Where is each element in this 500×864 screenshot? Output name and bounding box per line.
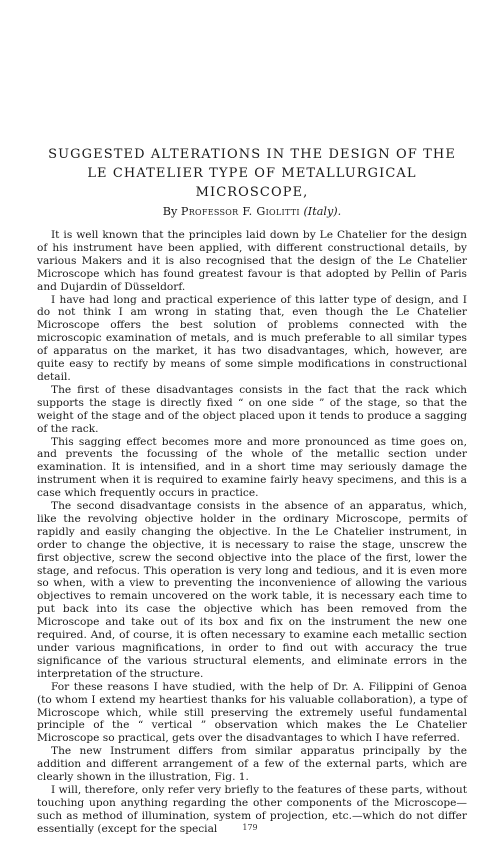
article-body <box>37 229 467 836</box>
title-line-1: SUGGESTED ALTERATIONS IN THE DESIGN OF THE <box>48 147 456 162</box>
article <box>37 145 467 836</box>
paragraph: The second disadvantage consists in the absence of an apparatus, which, like the revolving objective holder in the ordinary Microscope, permits of rapidly and easily changing the objective. In the Le Chatelier instrument, in order to change the objective, it is necessary to raise the stage, unscrew the first objective, screw the second objective into the place of the first, lower the stage, and refocus. This operation is very long and tedious, and it is even more so when, with a view to preventing the inconvenience of allowing the various objectives to remain uncovered on the work table, it is necessary each time to put back into its case the objective which has been removed from the Microscope and take out of its box and fix on the instrument the new one required. And, of course, it is often necessary to examine each metallic section under various magnifications, in order to find out with accuracy the true significance of the various structural elements, and eliminate errors in the interpretation of the structure. <box>37 500 467 680</box>
paragraph: The first of these disadvantages consists in the fact that the rack which supports the stage is directly fixed “ on one side ” of the stage, so that the weight of the stage and of the object placed upon it tends to produce a sagging of the rack. <box>37 383 467 435</box>
author-country: (Italy). <box>303 205 342 218</box>
article-title <box>37 145 467 202</box>
paragraph: It is well known that the principles laid down by Le Chatelier for the design of his instrument have been applied, with different constructional details, by various Makers and it is also recognised that the design of the Le Chatelier Microscope which has found greatest favour is that adopted by Pellin of Paris and Dujardin of Düsseldorf. <box>37 229 467 293</box>
paragraph: I will, therefore, only refer very briefly to the features of these parts, without touching upon anything regarding the other components of the Microscope—such as method of illumination, system of projection, etc.—which do not differ essentially (except for the special <box>37 783 467 835</box>
paragraph: This sagging effect becomes more and more pronounced as time goes on, and prevents the focussing of the whole of the metallic section under examination. It is intensified, and in a short time may seriously damage the instrument when it is required to examine fairly heavy specimens, and this is a case which frequently occurs in practice. <box>37 435 467 500</box>
paragraph: For these reasons I have studied, with the help of Dr. A. Filippini of Genoa (to whom I extend my heartiest thanks for his valuable collaboration), a type of Microscope which, while still preserving the extremely useful fundamental principle of the “ vertical ” observation which makes the Le Chatelier Microscope so practical, gets over the disadvantages to which I have referred. <box>37 680 467 745</box>
author-name: Professor F. Giolitti <box>180 205 300 218</box>
paragraph: The new Instrument differs from similar apparatus principally by the addition and different arrangement of a few of the external parts, which are clearly shown in the illustration, Fig. 1. <box>37 745 467 784</box>
byline <box>37 203 467 220</box>
paragraph: I have had long and practical experience of this latter type of design, and I do not think I am wrong in stating that, even though the Le Chatelier Microscope offers the best solution of problems connected with the microscopic examination of metals, and is much preferable to all similar types of apparatus on the market, it has two disadvantages, which, however, are quite easy to rectify by means of some simple modifications in constructional detail. <box>37 293 467 383</box>
page-number: 179 <box>242 823 258 832</box>
byline-prefix: By <box>162 205 178 218</box>
title-line-2: LE CHATELIER TYPE OF METALLURGICAL MICROSCOPE, <box>87 166 417 200</box>
